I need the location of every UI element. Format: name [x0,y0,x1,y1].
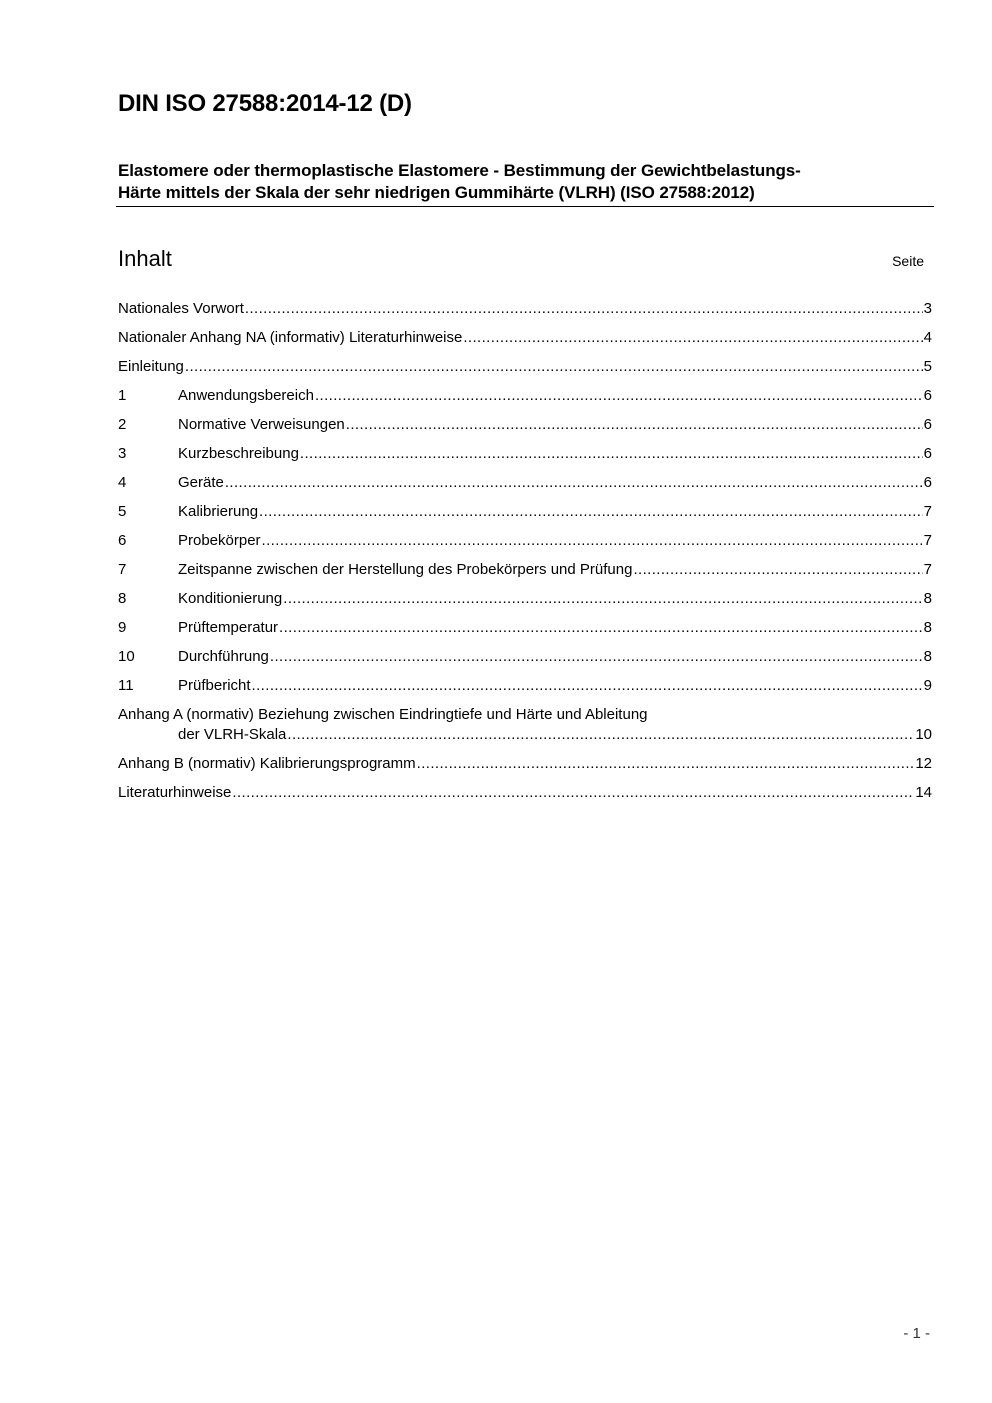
toc-entry-label: Zeitspanne zwischen der Herstellung des Probekörpers und Prüfung [178,561,633,578]
toc-entry-page: 7 [923,532,932,549]
toc-entry-number: 1 [118,387,127,404]
toc-entry-nationales-vorwort[interactable] [118,300,932,329]
toc-entry-page: 6 [923,416,932,433]
toc-entry-label: Einleitung [118,358,184,375]
page-number: - 1 - [903,1325,930,1342]
toc-entry-page: 9 [923,677,932,694]
toc-entry-label: Nationales Vorwort [118,300,244,317]
toc-leader-dots [259,503,923,520]
toc-entry-durchfuehrung[interactable] [118,648,932,677]
toc-leader-dots [279,619,923,636]
toc-leader-dots [262,532,923,549]
toc-entry-label-line-2: der VLRH-Skala [178,726,287,743]
toc-entry-number: 6 [118,532,127,549]
toc-leader-dots [287,726,914,743]
toc-entry-konditionierung[interactable] [118,590,932,619]
toc-entry-pruefbericht[interactable] [118,677,932,706]
page-column-label: Seite [892,253,924,269]
document-subtitle [118,160,933,204]
toc-entry-page: 14 [915,784,932,801]
toc-leader-dots [185,358,923,375]
toc-entry-kalibrierung[interactable] [118,503,932,532]
toc-entry-kurzbeschreibung[interactable] [118,445,932,474]
toc-entry-label: Anhang B (normativ) Kalibrierungsprogramm [118,755,416,772]
toc-entry-literaturhinweise[interactable] [118,784,932,813]
toc-entry-prueftemperatur[interactable] [118,619,932,648]
toc-entry-label: Literaturhinweise [118,784,232,801]
toc-entry-number: 11 [118,677,134,694]
document-title: DIN ISO 27588:2014-12 (D) [118,90,412,117]
toc-leader-dots [346,416,923,433]
toc-entry-page: 6 [923,387,932,404]
toc-entry-page: 3 [923,300,932,317]
toc-entry-label: Kalibrierung [178,503,259,520]
toc-leader-dots [232,784,914,801]
toc-entry-label: Kurzbeschreibung [178,445,299,462]
toc-entry-page: 8 [923,648,932,665]
toc-entry-label-line-1: Anhang A (normativ) Beziehung zwischen Eindringtiefe und Härte und Ableitung [118,706,648,723]
toc-entry-number: 9 [118,619,127,636]
toc-entry-page: 8 [923,590,932,607]
toc-entry-label: Anwendungsbereich [178,387,314,404]
toc-entry-label: Prüftemperatur [178,619,279,636]
toc-heading: Inhalt [118,246,172,271]
toc-entry-label: Konditionierung [178,590,283,607]
toc-entry-page: 5 [923,358,932,375]
toc-entry-label: Geräte [178,474,224,491]
toc-entry-nationaler-anhang[interactable] [118,329,932,358]
subtitle-line-1: Elastomere oder thermoplastische Elastomere - Bestimmung der Gewichtbelastungs- [118,161,801,180]
toc-entry-label: Nationaler Anhang NA (informativ) Literaturhinweise [118,329,463,346]
toc-entry-zeitspanne[interactable] [118,561,932,590]
toc-entry-continuation [118,726,932,743]
toc-entry-anhang-b[interactable] [118,755,932,784]
toc-leader-dots [225,474,923,491]
toc-leader-dots [417,755,915,772]
toc-leader-dots [252,677,923,694]
toc-entry-geraete[interactable] [118,474,932,503]
toc-entry-page: 10 [915,726,932,743]
table-of-contents [118,300,932,813]
toc-leader-dots [270,648,923,665]
toc-entry-einleitung[interactable] [118,358,932,387]
toc-entry-page: 6 [923,474,932,491]
toc-entry-probekoerper[interactable] [118,532,932,561]
toc-entry-label: Durchführung [178,648,269,665]
toc-entry-number: 2 [118,416,127,433]
toc-leader-dots [463,329,922,346]
toc-entry-page: 8 [923,619,932,636]
toc-entry-number: 5 [118,503,127,520]
toc-leader-dots [245,300,923,317]
toc-entry-anhang-a[interactable] [118,706,932,755]
title-rule [116,206,934,207]
toc-leader-dots [633,561,922,578]
toc-entry-page: 7 [923,503,932,520]
toc-leader-dots [283,590,922,607]
toc-entry-number: 7 [118,561,127,578]
toc-leader-dots [315,387,923,404]
toc-entry-label: Normative Verweisungen [178,416,345,433]
toc-entry-number: 4 [118,474,127,491]
toc-entry-page: 12 [915,755,932,772]
toc-entry-label: Prüfbericht [178,677,251,694]
toc-entry-number: 10 [118,648,135,665]
subtitle-line-2: Härte mittels der Skala der sehr niedrigen Gummihärte (VLRH) (ISO 27588:2012) [118,183,755,202]
toc-entry-page: 4 [923,329,932,346]
toc-entry-page: 6 [923,445,932,462]
toc-entry-anwendungsbereich[interactable] [118,387,932,416]
toc-entry-number: 3 [118,445,127,462]
toc-leader-dots [300,445,923,462]
toc-entry-number: 8 [118,590,127,607]
toc-entry-normative-verweisungen[interactable] [118,416,932,445]
toc-entry-page: 7 [923,561,932,578]
toc-entry-label: Probekörper [178,532,261,549]
